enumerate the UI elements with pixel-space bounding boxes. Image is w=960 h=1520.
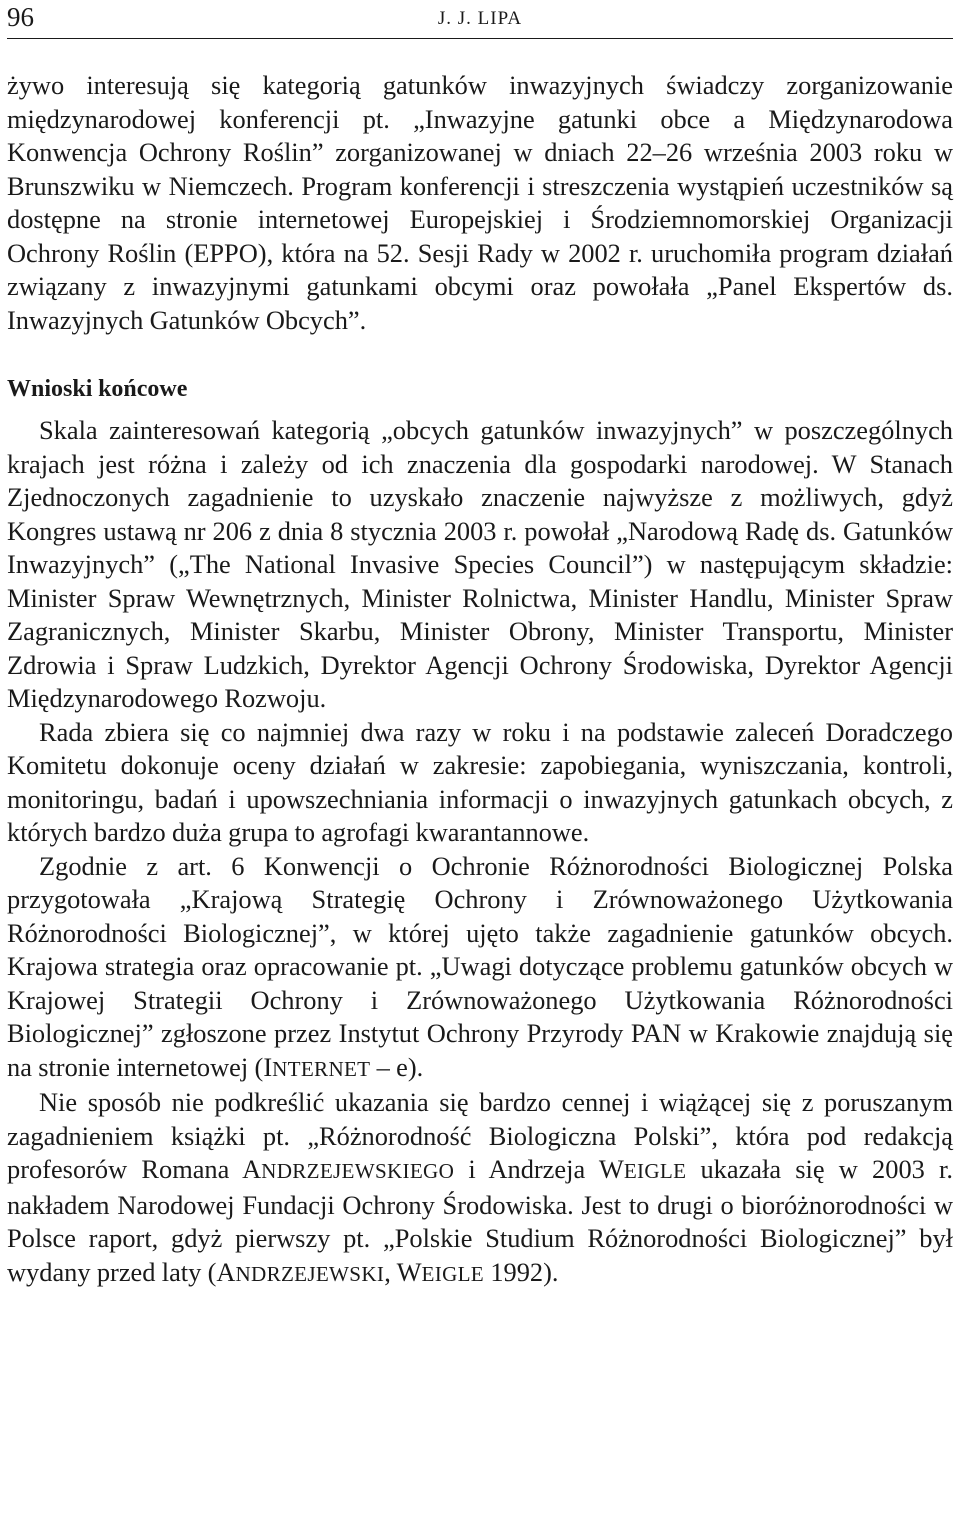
book-text-2: i Andrzeja (454, 1154, 599, 1184)
paragraph-biodiversity-book (7, 1086, 953, 1291)
section-heading: Wnioski końcowe (7, 376, 188, 402)
paragraph-council-meetings: Rada zbiera się co najmniej dwa razy w roku i na podstawie zaleceń Doradczego Komitetu dokonuje oceny działań w zakresie: zapobiegania, wyniszczania, kontroli, monitoringu, badań i upowszechniania informacji o inwazyjnych gatunkach obcych, z których bardzo duża grupa to agrofagi kwarantannowe. (7, 716, 953, 847)
author-andrzejewski-initial: A (242, 1154, 262, 1184)
paragraph-national-strategy (7, 850, 953, 1087)
author-weigle (599, 1154, 686, 1184)
citation-internet-smallcaps: NTERNET (272, 1056, 371, 1081)
paragraph-scale-of-interest: Skala zainteresowań kategorią „obcych gatunków inwazyjnych” w poszczególnych krajach jest różna i zależy od ich znaczenia dla gospodarki narodowej. W Stanach Zjednoczonych zagadnienie to uzyskało znaczenie najwyższe z możliwych, gdyż Kongres ustawą nr 206 z dnia 8 stycznia 2003 r. powołał „Narodową Radę ds. Gatunków Inwazyjnych” („The National Invasive Species Council”) w następującym składzie: Minister Spraw Wewnętrznych, Minister Rolnictwa, Minister Handlu, Minister Spraw Zagranicznych, Minister Skarbu, Minister Obrony, Minister Transportu, Minister Zdrowia i Spraw Ludzkich, Dyrektor Agencji Ochrony Środowiska, Dyrektor Agencji Międzynarodowego Rozwoju. (7, 415, 953, 713)
author-andrzejewski (242, 1154, 454, 1184)
author-weigle-initial: W (598, 1154, 624, 1184)
book-text-5: 1992). (484, 1256, 559, 1287)
author-weigle-smallcaps: EIGLE (623, 1159, 687, 1183)
citation-weigle (397, 1257, 484, 1287)
running-header (7, 0, 953, 39)
citation-internet (263, 1052, 370, 1082)
citation-andrzejewski-initial: A (216, 1256, 236, 1287)
page (7, 0, 953, 1291)
paragraph-continuation: żywo interesują się kategorią gatunków inwazyjnych świadczy zorganizowanie międzynarodowej konferencji pt. „Inwazyjne gatunki obce a Międzynarodowa Konwencja Ochrony Roślin” zorganizowanej w dniach 22–26 września 2003 roku w Brunszwiku w Niemczech. Program konferencji i streszczenia wystąpień uczestników są dostępne na stronie internetowej Europejskiej i Środziemnomorskiej Organizacji Ochrony Roślin (EPPO), która na 52. Sesji Rady w 2002 r. uruchomiła program działań związany z inwazyjnymi gatunkami obcymi oraz powołała „Panel Ekspertów ds. Inwazyjnych Gatunków Obcych”. (7, 70, 953, 335)
book-text-3: ukazała się w 2003 r. nakładem Narodowej Fundacji Ochrony Środowiska. Jest to drugi o bioróżnorodności w Polsce raport, gdyż pierwszy pt. „Polskie Studium Różnorodności Biologicznej” był wydany przed laty ( (7, 1154, 953, 1287)
author-andrzejewski-smallcaps: NDRZEJEWSKIEGO (261, 1159, 455, 1183)
strategy-text-end: – e). (370, 1051, 424, 1082)
body-text (7, 69, 953, 1291)
citation-andrzejewski-smallcaps: NDRZEJEWSKI (235, 1261, 385, 1286)
page-number: 96 (7, 2, 34, 32)
running-title: J. J. LIPA (437, 8, 523, 29)
book-text-1: Nie sposób nie podkreślić ukazania się bardzo cennej i wiążącej się z poruszanym zagadnieniem książki pt. „Różnorodność Biologiczna Polski”, która pod redakcją profesorów Romana (7, 1087, 953, 1184)
strategy-text: Zgodnie z art. 6 Konwencji o Ochronie Różnorodności Biologicznej Polska przygotowała „Krajową Strategię Ochrony i Zrównoważonego Użytkowania Różnorodności Biologicznej”, w której ujęto także zagadnienie gatunków obcych. Krajowa strategia oraz opracowanie pt. „Uwagi dotyczące problemu gatunków obcych w Krajowej Strategii Ochrony i Zrównoważonego Użytkowania Różnorodności Biologicznej” zgłoszone przez Instytut Ochrony Przyrody PAN w Krakowie znajdują się na stronie internetowej ( (7, 850, 953, 1082)
citation-internet-initial: I (263, 1051, 273, 1082)
citation-weigle-smallcaps: EIGLE (421, 1261, 485, 1286)
citation-andrzejewski (216, 1257, 384, 1287)
book-text-4: , (384, 1256, 397, 1287)
citation-weigle-initial: W (396, 1256, 422, 1287)
